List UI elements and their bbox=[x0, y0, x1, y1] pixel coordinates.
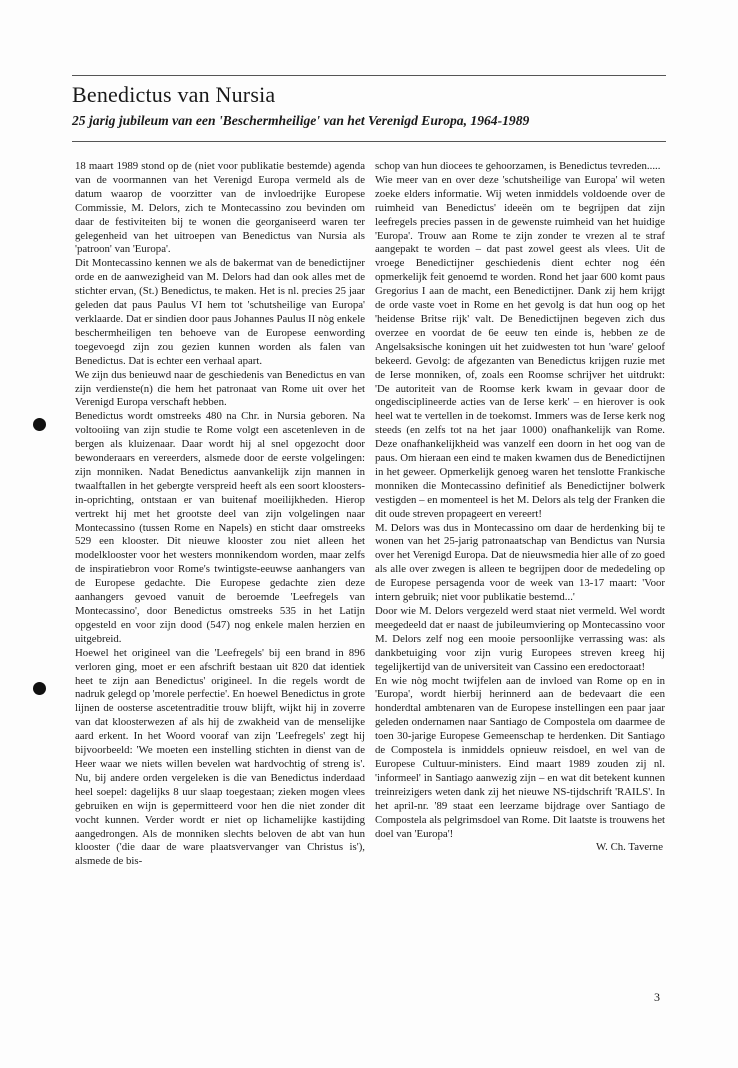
left-paragraph-3: We zijn dus benieuwd naar de geschiedenis van Benedictus en van zijn verdienste(n) die hem het patronaat van Rome uit over het Verenigd Europa verschaft hebben. bbox=[75, 368, 365, 409]
left-paragraph-1: 18 maart 1989 stond op de (niet voor publikatie bestemde) agenda van de voormannen van het Verenigd Europa vermeld als de datum waarop de voorzitter van de invloedrijke Europese Commissie, M. Delors, zich te Montecassino zou bevinden om daar de festiviteiten bij te wonen die georganiseerd waren ter gelegenheid van het uitroepen van Benedictus van Nursia als 'patroon' van 'Europa'. bbox=[75, 160, 365, 256]
subtitle-rule bbox=[72, 141, 666, 142]
punch-hole-lower bbox=[33, 682, 46, 695]
right-paragraph-4: Door wie M. Delors vergezeld werd staat niet vermeld. Wel wordt meegedeeld dat er naast de jubileumviering op Montecassino voor M. Delors zelf nog een mooie persoonlijke verrassing was: als dankbetuiging voor zijn vurig Europees streven kreeg hij tegelijkertijd van de universiteit van Cassino een eredoctoraat! bbox=[375, 605, 665, 673]
article-title: Benedictus van Nursia bbox=[72, 82, 276, 107]
author-signature: W. Ch. Taverne bbox=[595, 841, 663, 854]
left-paragraph-2: Dit Montecassino kennen we als de bakermat van de benedictijner orde en de aanwezigheid van M. Delors had dan ook alles met de stichter ervan, (St.) Benedictus, te maken. Het is nl. precies 25 jaar geleden dat paus Paulus VI hem tot 'schutsheilige van Europa' verklaarde. Dat er sindien door paus Johannes Paulus II nòg enkele beschermheiligen ten behoeve van de Europese eenwording toegevoegd zijn zou gezien kunnen worden als falen van Benedictus. Dat is echter een verhaal apart. bbox=[75, 257, 365, 367]
left-column bbox=[75, 160, 365, 1020]
right-paragraph-2: Wie meer van en over deze 'schutsheilige van Europa' wil weten zoeke elders informatie. Wij weten inmiddels voldoende over de ruimheid van Benedictus' ideeën om te begrijpen dat zijn leefregels precies passen in de gewenste ruimheid van het huidige 'Europa'. Trouw aan Rome te zijn zonder te vrezen al te straf aangepakt te worden – dat past zowel geest als vlees. Uit de vroege Benedictijner geschiedenis dient echter nog één opmerkelijk feit genoemd te worden. Rond het jaar 600 komt paus Gregorius I aan de macht, een Benedictijner. Dank zij hem krijgt de orde vaste voet in Rome en het gevolg is dat hun oog op het 'heidense Britse rijk' valt. De Benedictijnen begeven zich dus overzee en voordat de 6e eeuw ten einde is, hebben ze de Angelsaksische koningen uit het zuidwesten tot hun 'ware' geloof bekeerd. Gevolg: de afgezanten van Benedictus krijgen ruzie met de Ierse monniken, of, zoals een Roomse schrijver het uitdrukt: 'De autoriteit van de Roomse kerk kwam in gevaar door de ongedisciplineerde acties van de Ierse kerk' – en hierover is ook heel wat te vertellen in de toekomst. Immers was de Ierse kerk nog steeds (en zelfs tot na het jaar 1000) onafhankelijk van Rome. Deze onafhankelijkheid was vanzelf een doorn in het oog van de paus. Om hieraan een eind te maken kwamen dus de Benedictijnen in het geweer. Opmerkelijk genoeg waren het tenslotte Frankische monniken die Montecassino definitief als Benedictijner bolwerk vestigden – en momenteel is het M. Delors als telg der Franken die dit oude streven propageert en vereert! bbox=[375, 173, 665, 520]
right-column bbox=[375, 160, 665, 1020]
right-paragraph-1: schop van hun diocees te gehoorzamen, is Benedictus tevreden..... bbox=[375, 160, 661, 172]
right-paragraph-5: En wie nòg mocht twijfelen aan de invloed van Rome op en in 'Europa', wordt hierbij herinnerd aan de bedevaart die een honderdtal ambtenaren van de Europese instellingen een paar jaar geleden ondernamen naar Santiago de Compostela om daarmee de toen 30-jarige Europese Gemeenschap te herdenken. Dit Santiago de Compostela is inmiddels opnieuw reisdoel, en wel van de Europese Cultuur-ministers. Eind maart 1989 zouden zij nl. 'informeel' in Santiago aanwezig zijn – en wat dit betekent kunnen treinreizigers weten dank zij het nieuwe NS-tijdschrift 'RAILS'. In het april-nr. '89 staat een leerzame bijdrage over Santiago de Compostela als pelgrimsdoel van Rome. Dit laatste is trouwens het doel van 'Europa'! bbox=[375, 674, 665, 840]
left-paragraph-5: Hoewel het origineel van die 'Leefregels' bij een brand in 896 verloren ging, moet er een afschrift bestaan uit 820 dat identiek heet te zijn aan Benedictus' origineel. In die regels wordt de nadruk gelegd op 'morele perfectie'. En hoewel Benedictus in grote lijnen de oosterse ascetentraditie trouw blijft, wijkt hij in zoverre van dat kloosterwezen af als hij de zwakheid van de menselijke aard erkent. In het Woord vooraf van zijn 'Leefregels' zegt hij bijvoorbeeld: 'We moeten een instelling stichten in dienst van de Heer waar we niets willen bevelen wat hardvochtig of streng is'. Nu, bij andere orden vergeleken is die van Benedictus inderdaad heel soepel: dagelijks 8 uur slaap toegestaan; zieken mogen vlees gebruiken en wijn is gepermitteerd voor hen die niet zonder dit vocht kunnen. Verder wordt er niet op lichamelijke kastijding aangedrongen. Als de monniken slechts beloven de abt van hun klooster ('die daar de ware plaatsvervanger van Christus is'), alsmede de bis- bbox=[75, 646, 365, 868]
right-paragraph-3: M. Delors was dus in Montecassino om daar de herdenking bij te wonen van het 25-jarig patronaatschap van Bendictus van Nursia over het Verenigd Europa. Dat de nieuwsmedia hier alle of zo goed als alle over zwegen is alleen te begrijpen door de mededeling op de Europese persagenda voor de week van 13-17 maart: 'Voor intern gebruik; niet voor publikatie bestemd...' bbox=[375, 521, 665, 604]
left-paragraph-4: Benedictus wordt omstreeks 480 na Chr. in Nursia geboren. Na voltooiing van zijn studie te Rome volgt een ascetenleven in de bergen als kluizenaar. Daar wordt hij al snel opgezocht door bewonderaars en vereerders, alsmede door de eerste volgelingen: zijn monniken. Nadat Benedictus aanvankelijk zijn mannen in twaalftallen in het gebergte verspreid heeft als een soort kloosters-in-oprichting, ontstaan er van buitenaf moeilijkheden. Hierop vertrekt hij met het grootste deel van zijn volgelingen naar Montecassino (tussen Rome en Napels) en sticht daar omstreeks 529 een klooster. Dit nieuwe klooster zou niet alleen het modelklooster voor het westers monnikendom worden, maar zelfs de inspiratiebron voor Rome's twintigste-eeuwse aanhangers van de Europese gedachte. Die Europese gedachte zien deze aanhangers gevoed vanuit de beroemde 'Leefregels van Montecassino', door Benedictus omstreeks 535 in het Latijn opgesteld en voor zijn dood (547) nog enkele malen herzien en uitgebreid. bbox=[75, 410, 365, 645]
article-subtitle: 25 jarig jubileum van een 'Beschermheilige' van het Verenigd Europa, 1964-1989 bbox=[72, 113, 530, 128]
punch-hole-upper bbox=[33, 418, 46, 431]
page-number: 3 bbox=[654, 990, 660, 1004]
top-rule bbox=[72, 75, 666, 76]
